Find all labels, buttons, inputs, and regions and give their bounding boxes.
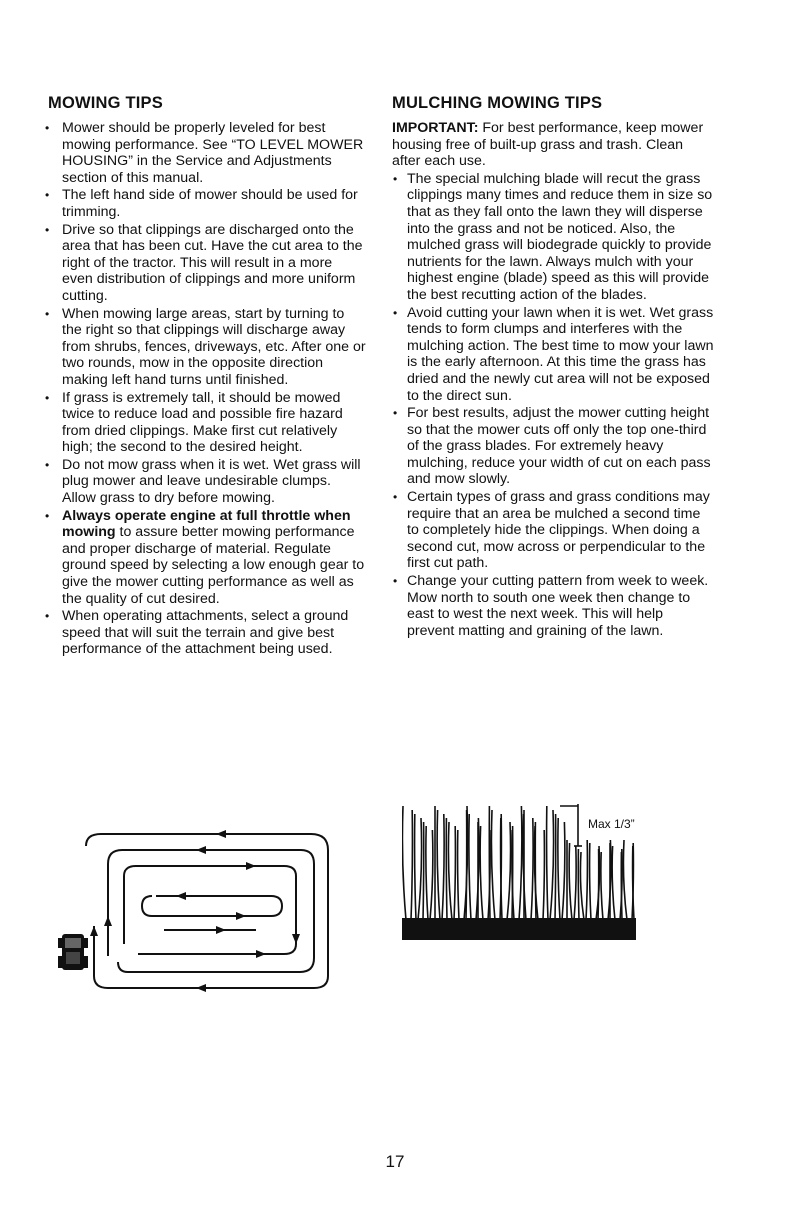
grass-height-diagram-icon [402,800,692,940]
list-item: • The left hand side of mower should be used for trimming. [36,187,366,220]
list-item: • Change your cutting pattern from week to week. Mow north to south one week then change to east to west the next week. This will help prevent matting and graining of the lawn. [392,573,714,639]
max-height-label: Max 1/3” [588,817,635,831]
mowing-tips-list [36,120,366,658]
important-label: IMPORTANT: [392,120,479,136]
mulching-tips-heading: MULCHING MOWING TIPS [392,94,603,112]
mulching-tips-list [392,171,714,640]
throttle-bold-text: Always operate engine at full throttle when mowing [62,507,351,541]
list-item: • When operating attachments, select a ground speed that will suit the terrain and give best performance of the attachment being used. [36,608,366,658]
list-item: • Mower should be properly leveled for best mowing performance. See “TO LEVEL MOWER HOUSING” in the Service and Adjustments section of this manual. [36,120,366,186]
mowing-tips-section [36,94,366,659]
important-text: For best performance, keep mower housing free of built-up grass and trash. Clean after each use. [392,120,704,170]
list-item: • Avoid cutting your lawn when it is wet. Wet grass tends to form clumps and interferes with the mulching action. The best time to mow your lawn is the early afternoon. At this time the grass has dried and the newly cut area will not be exposed to the direct sun. [392,305,714,405]
list-item [36,508,366,608]
list-item: • Drive so that clippings are discharged onto the area that has been cut. Have the cut area to the right of the tractor. This will result in a more even distribution of clippings and more uniform cutting. [36,222,366,305]
important-note [392,120,714,170]
list-item: • For best results, adjust the mower cutting height so that the mower cuts off only the top one-third of the grass blades. For extremely heavy mulching, reduce your width of cut on each pass and mow slowly. [392,405,714,488]
mowing-pattern-diagram-icon [56,826,346,994]
list-item: • The special mulching blade will recut the grass clippings many times and reduce them in size so that as they fall onto the lawn they will disperse into the grass and not be noticed. Also, the mulched grass will biodegrade quickly to provide nutrients for the lawn. Always mulch with your highest engine (blade) speed as this will provide the best recutting action of the blades. [392,171,714,304]
list-item: • When mowing large areas, start by turning to the right so that clippings will discharge away from shrubs, fences, driveways, etc. After one or two rounds, mow in the opposite direction making left hand turns until finished. [36,306,366,389]
list-item: • Do not mow grass when it is wet. Wet grass will plug mower and leave undesirable clumps. Allow grass to dry before mowing. [36,457,366,507]
list-item: • If grass is extremely tall, it should be mowed twice to reduce load and possible fire hazard from dried clippings. Make first cut relatively high; the second to the desired height. [36,390,366,456]
list-item: • Certain types of grass and grass conditions may require that an area be mulched a second time to completely hide the clippings. When doing a second cut, mow across or perpendicular to the first cut path. [392,489,714,572]
mulching-tips-section [392,94,714,640]
lawn-tractor-icon [58,934,88,970]
page-number: 17 [385,1152,405,1171]
throttle-text: to assure better mowing performance and proper discharge of material. Regulate ground speed by selecting a low enough gear to give the mower cutting performance as well as the quality of cut desired. [62,524,365,607]
mowing-tips-heading: MOWING TIPS [48,94,163,112]
